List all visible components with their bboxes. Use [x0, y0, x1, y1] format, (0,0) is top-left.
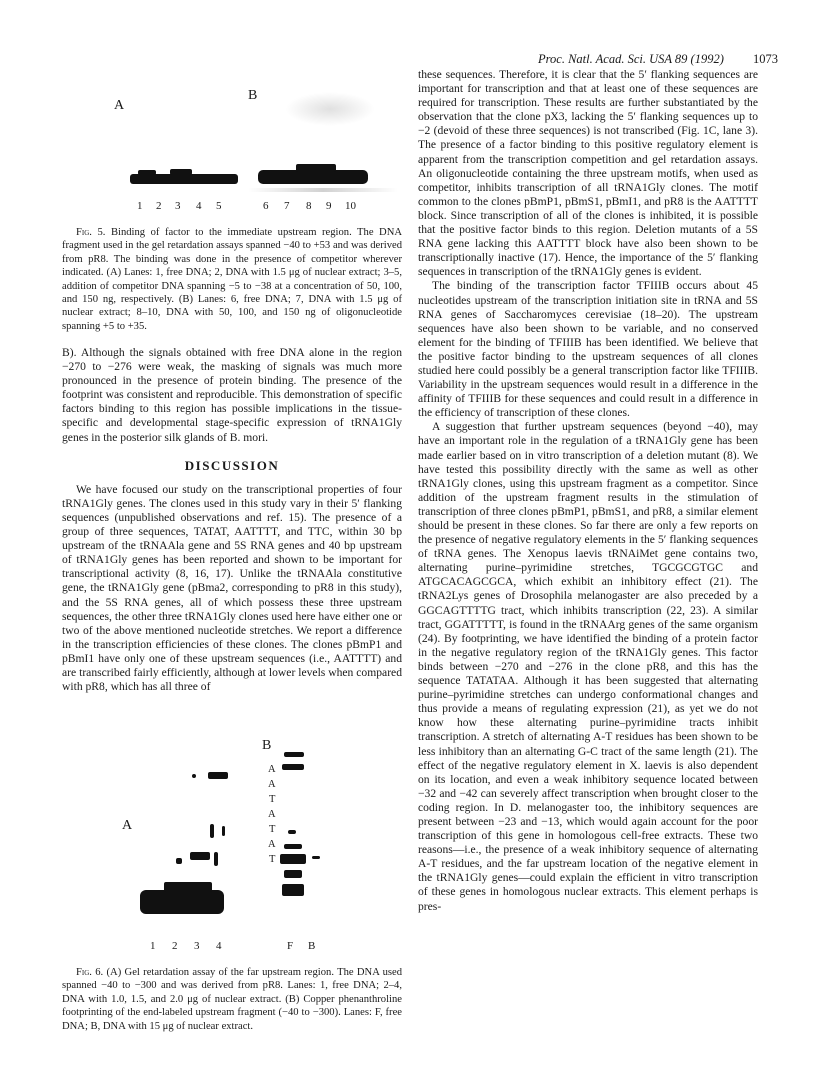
fig5-band-a	[130, 174, 238, 184]
fig5-lane-number: 2	[156, 200, 162, 212]
fig5-lane-number: 1	[137, 200, 143, 212]
right-column	[418, 68, 758, 914]
fig6-band-b	[284, 870, 302, 878]
fig6-band-b	[312, 856, 320, 859]
fig6-sequence-base: T	[269, 824, 276, 835]
fig5-panel-a-label: A	[114, 98, 125, 113]
fig6-sequence-base: T	[269, 854, 276, 865]
fig6-band-b	[284, 844, 302, 849]
right-paragraph-3: A suggestion that further upstream sequences (beyond −40), may have an important role in the regulation of a tRNA1Gly gene has been made earlier based on in vitro transcription of a deletion mutant (8). We have tested this possibility directly with the same as well as other tRNA1Gly clones, using this upstream fragment as a competitor. Since addition of the upstream fragment results in the stimulation of transcription of three clones pBmP1, pBmS1, and pR8, a similar element should be present in these clones. So far there are only a few reports on the presence of negative regulatory elements in the 5′ flanking sequences of tRNA genes. The Xenopus laevis tRNAiMet gene contains two, alternating purine–pyrimidine stretches, TGCGCGTGC and ATGCACAGCGCA, which exhibit an inhibitory effect (21). The tRNA2Lys genes of Drosophila melanogaster are also preceded by a GGCAGTTTTG tract, which inhibits transcription (22, 23). A similar tract, GGATTTTT, is found in the tRNAArg genes of the same organism (24). By footprinting, we have identified the binding of a protein factor in the negative regulatory region of the tRNA1Gly genes. This factor binds between −270 and −276 in the clone pR8, and this has the sequence TATATAA. Although it has been suggested that alternating purine–pyrimidine stretches can undergo conformational changes and thus provide a means of regulating expression (21), as yet we do not know how these alternating purine–pyrimidine tracts inhibit transcription. A stretch of alternating A-T residues has been shown to be less inhibitory than an alternating G-C tract of the same length (21). The effect of the negative regulatory element in X. laevis is also dependent on its location, and even a weak inhibitory sequence located between −32 and −42 can severely affect transcription when brought closer to the coding region. In D. melanogaster too, the inhibitory sequences are present between −23 and −13, which would again account for the poor transcription of this gene in homologous cell-free extracts. These two reasons—i.e., the presence of a weak inhibitory sequence of alternating A-T residues, and the far upstream location of the negative element in the tRNA1Gly genes—could explain the efficient in vitro transcription of these genes in homologous nuclear extracts. This element perhaps is pres-	[418, 420, 758, 913]
fig6-band-a	[164, 882, 212, 892]
fig5-lane-number: 8	[306, 200, 312, 212]
left-paragraph-1: B). Although the signals obtained with free DNA alone in the region −270 to −276 were weak, the masking of signals was much more pronounced in the presence of protein binding. The presence of the footprint was consistent and reproducible. This demonstration of specific factors binding to this region has possible implications in the tissue-specific and developmental stage-specific expression of tRNA1Gly genes in the posterior silk glands of B. mori.	[62, 346, 402, 444]
fig6-band-a	[190, 852, 210, 860]
fig6-band-b	[282, 764, 304, 770]
fig5-band-b-top	[296, 164, 336, 172]
fig5-lane-number: 7	[284, 200, 290, 212]
figure-6-caption-text: (A) Gel retardation assay of the far upstream region. The DNA used spanned −40 to −300 and was derived from pR8. Lanes: 1, free DNA; 2–4, DNA with 1.0, 1.5, and 2.0 μg of nuclear extract. (B) Copper phenanthroline footprinting of the end-labeled upstream fragment (−40 to −300). Lanes: F, free DNA; B, DNA with 15 μg of nuclear extract.	[62, 967, 402, 1032]
fig6-lane-number: 1	[150, 940, 156, 952]
fig5-band-b	[258, 170, 368, 184]
figure-5-gel-image	[100, 78, 400, 198]
fig6-sequence-base: A	[268, 839, 276, 850]
figure-5-label: Fig. 5.	[76, 227, 106, 238]
fig6-band-a	[176, 858, 182, 864]
fig6-band-a	[214, 852, 218, 866]
page-number: 1073	[753, 52, 778, 66]
fig6-band-a	[222, 826, 225, 836]
fig6-lane-number: F	[287, 940, 294, 952]
fig6-sequence-base: A	[268, 809, 276, 820]
fig5-lane-number: 6	[263, 200, 269, 212]
running-header	[538, 52, 778, 67]
left-column	[62, 346, 402, 694]
fig6-band-a	[210, 824, 214, 838]
fig6-band-b	[280, 854, 306, 864]
fig5-lane-number: 9	[326, 200, 332, 212]
fig6-band-b	[282, 884, 304, 896]
right-paragraph-2: The binding of the transcription factor TFIIIB occurs about 45 nucleotides upstream of the transcription initiation site in tRNA and 5S RNA genes of Saccharomyces cerevisiae (18–20). The upstream sequences have also been shown to be variable, and no conserved element for the binding of TFIIIB has been identified. We believe that the positive factor binding to the upstream sequences of all clones studied here could possibly be a general transcription factor like TFIIIB. Variability in the upstream sequences would result in a difference in the affinity of TFIIIB for these sequences and could result in a difference in the efficiency of transcription of these clones.	[418, 279, 758, 420]
figure-6-gel-image	[112, 732, 352, 930]
fig5-lane-number: 4	[196, 200, 202, 212]
fig6-sequence-base: A	[268, 779, 276, 790]
fig5-gel-smear	[285, 92, 375, 126]
fig5-band-a-top	[170, 169, 192, 175]
fig6-lane-number: 3	[194, 940, 200, 952]
fig6-band-a	[208, 772, 228, 779]
figure-6-caption	[62, 966, 402, 1033]
fig5-lane-number: 5	[216, 200, 222, 212]
fig5-panel-b-label: B	[248, 88, 258, 103]
fig6-band-b	[288, 830, 296, 834]
fig6-panel-b-label: B	[262, 738, 272, 753]
left-paragraph-2: We have focused our study on the transcriptional properties of four tRNA1Gly genes. The clones used in this study vary in their 5′ flanking sequences (unpublished observations and ref. 15). The presence of a group of three sequences, TATAT, AATTTT, and TTC, within 30 bp upstream of the tRNAAla gene and 5S RNA genes and 40 bp upstream of tRNA1Gly genes has been reported and shown to be important for transcriptional activity (8, 16, 17). Unlike the tRNAAla constitutive gene, the tRNA1Gly gene (pBma2, corresponding to pR8 in this study), and the 5S RNA genes, all of which possess these three upstream sequences, the other three tRNA1Gly clones used here have either one or two of the above mentioned nucleotide stretches. We report a difference in the transcription efficiencies of these clones. The clones pBmP1 and pBmI1 have only one of these upstream sequences (i.e., AATTTT) and are transcribed fairly efficiently, although at lower levels when compared with pR8, which has all three of	[62, 482, 402, 694]
fig5-lane-number: 10	[345, 200, 356, 212]
fig6-band-b	[284, 752, 304, 757]
fig6-panel-a-label: A	[122, 818, 133, 833]
fig6-sequence-base: A	[268, 764, 276, 775]
fig5-lane-number: 3	[175, 200, 181, 212]
figure-6-label: Fig. 6.	[76, 967, 104, 978]
fig6-lane-number: B	[308, 940, 316, 952]
fig5-band-a-top	[138, 170, 156, 175]
fig6-lane-number: 4	[216, 940, 222, 952]
right-paragraph-1: these sequences. Therefore, it is clear that the 5′ flanking sequences are important for transcription and that at least one of these sequences are required for transcription. These results are further substantiated by the observation that the clone pX3, lacking the 5′ flanking sequences up to −2 (devoid of these three sequences) is not transcribed (Fig. 1C, lane 3). The presence of a factor binding to this positive regulatory element is apparent from the transcription competition and gel retardation assays. An oligonucleotide containing the three upstream motifs, when used as competitor, inhibits transcription of all tRNA1Gly clones. The motif common to the clones pBmP1, pBmS1, pBmI1, and pR8 is the AATTTT block. Since transcription of all of the clones is inhibited, it is possible that the positive factor binds to this region. Deletion mutants of a 5S RNA gene lacking this AATTTT block have also been shown to be transcriptionally inactive (17). Hence, the importance of the 5′ flanking sequences in transcription of the tRNA1Gly genes is evident.	[418, 68, 758, 279]
fig6-sequence-base: T	[269, 794, 276, 805]
fig6-band-a	[192, 774, 196, 778]
journal-citation: Proc. Natl. Acad. Sci. USA 89 (1992)	[538, 52, 724, 66]
section-heading-discussion: DISCUSSION	[184, 457, 280, 473]
fig6-lane-number: 2	[172, 940, 178, 952]
figure-5-caption-text: Binding of factor to the immediate upstream region. The DNA fragment used in the gel retardation assays spanned −40 to +53 and was derived from pR8. The binding was done in the presence of competitor wherever indicated. (A) Lanes: 1, free DNA; 2, DNA with 1.5 μg of nuclear extract; 3–5, addition of competitor DNA spanning −5 to −38 at a concentration of 50, 100, and 150 ng, respectively. (B) Lanes: 6, free DNA; 7, DNA with 1.5 μg of nuclear extract; 8–10, DNA with 50, 100, and 150 ng of oligonucleotide spanning +5 to +35.	[62, 227, 402, 332]
fig6-band-a	[140, 890, 224, 914]
